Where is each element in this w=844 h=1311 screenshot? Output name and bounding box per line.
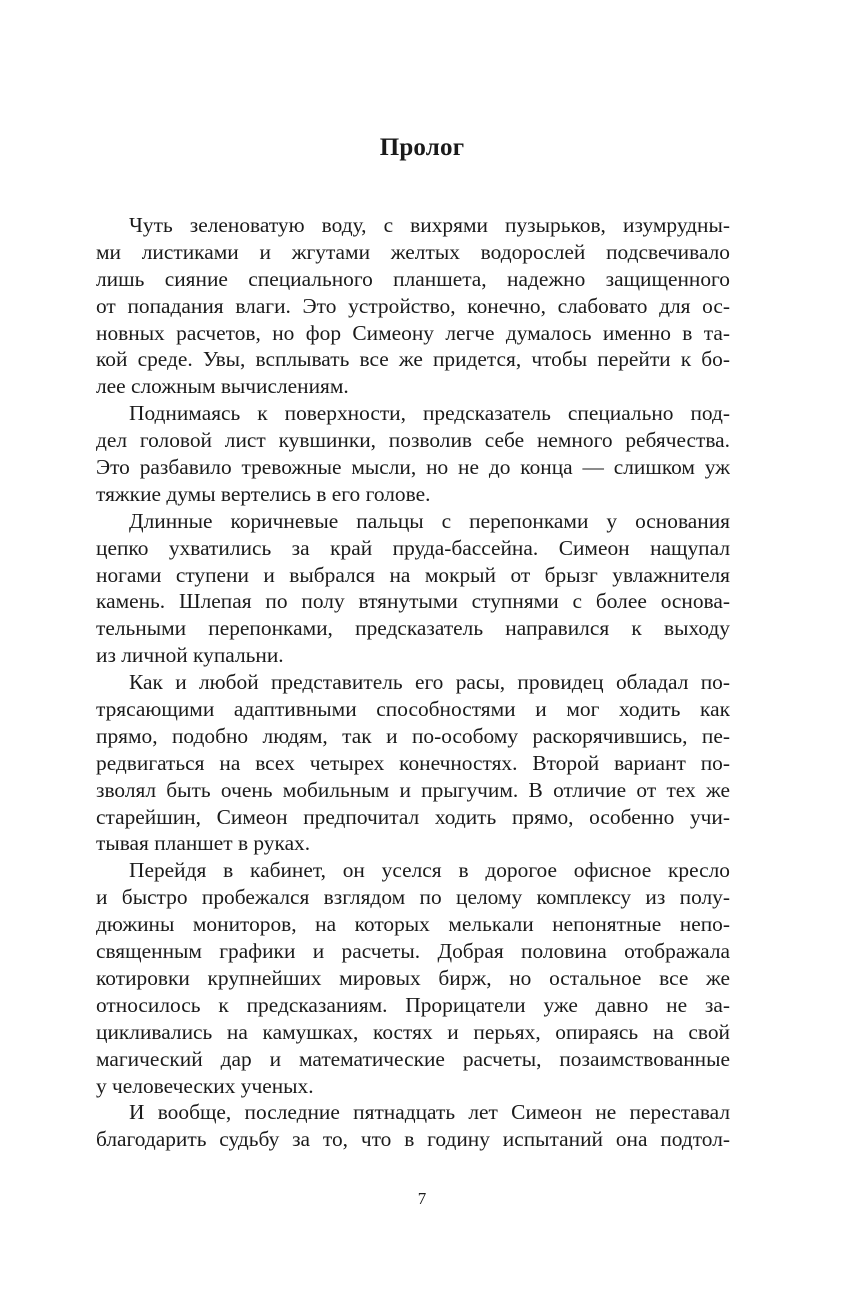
- text-line: из личной купальни.: [96, 643, 284, 668]
- text-line: цикливались на камушках, костях и перьях, опираясь на свой: [96, 1019, 730, 1044]
- text-line: камень. Шлепая по полу втянутыми ступнями с более основа-: [96, 589, 730, 614]
- text-line: ми листиками и жгутами желтых водорослей подсвечивало: [96, 239, 730, 264]
- text-line: у человеческих ученых.: [96, 1073, 314, 1098]
- text-line: котировки крупнейших мировых бирж, но остальное все же: [96, 965, 730, 990]
- text-line: благодарить судьбу за то, что в годину испытаний она подтол-: [96, 1127, 730, 1152]
- text-line: дел головой лист кувшинки, позволив себе немного ребячества.: [96, 428, 730, 453]
- text-line: Как и любой представитель его расы, провидец обладал по-: [129, 670, 730, 695]
- body-text: [96, 212, 730, 1153]
- text-line: лишь сияние специального планшета, надежно защищенного: [96, 266, 730, 291]
- page-number: 7: [417, 1189, 427, 1208]
- text-line: Поднимаясь к поверхности, предсказатель специально под-: [129, 401, 730, 426]
- paragraph: [96, 1099, 730, 1153]
- text-line: тельными перепонками, предсказатель направился к выходу: [96, 616, 730, 641]
- text-line: редвигаться на всех четырех конечностях. Второй вариант по-: [96, 750, 730, 775]
- text-line: Перейдя в кабинет, он уселся в дорогое офисное кресло: [129, 858, 730, 883]
- paragraph: [96, 212, 730, 400]
- text-line: новных расчетов, но фор Симеону легче думалось именно в та-: [96, 320, 730, 345]
- text-line: старейшин, Симеон предпочитал ходить прямо, особенно учи-: [96, 804, 730, 829]
- text-line: относилось к предсказаниям. Прорицатели уже давно не за-: [96, 992, 730, 1017]
- text-line: от попадания влаги. Это устройство, конечно, слабовато для ос-: [96, 293, 730, 318]
- paragraph: [96, 508, 730, 669]
- text-line: зволял быть очень мобильным и прыгучим. В отличие от тех же: [96, 777, 730, 802]
- text-line: Это разбавило тревожные мысли, но не до конца — слишком уж: [96, 455, 730, 480]
- text-line: ногами ступени и выбрался на мокрый от брызг увлажнителя: [96, 562, 730, 587]
- text-line: Чуть зеленоватую воду, с вихрями пузырьков, изумрудны-: [129, 213, 730, 237]
- text-line: кой среде. Увы, всплывать все же придется, чтобы перейти к бо-: [96, 347, 730, 372]
- text-line: магический дар и математические расчеты, позаимствованные: [96, 1046, 730, 1071]
- text-line: лее сложным вычислениям.: [96, 374, 349, 399]
- text-line: И вообще, последние пятнадцать лет Симеон не переставал: [129, 1100, 730, 1125]
- paragraph: [96, 857, 730, 1099]
- text-line: тывая планшет в руках.: [96, 831, 311, 856]
- text-line: дюжины мониторов, на которых мелькали непонятные непо-: [96, 912, 730, 937]
- paragraph: [96, 400, 730, 508]
- paragraph: [96, 669, 730, 857]
- text-line: цепко ухватились за край пруда-бассейна. Симеон нащупал: [96, 535, 730, 560]
- text-line: трясающими адаптивными способностями и мог ходить как: [96, 697, 730, 722]
- text-line: тяжкие думы вертелись в его голове.: [96, 481, 431, 506]
- text-line: Длинные коричневые пальцы с перепонками у основания: [129, 508, 730, 533]
- text-line: прямо, подобно людям, так и по-особому раскорячившись, пе-: [96, 723, 730, 748]
- chapter-title: Пролог: [379, 134, 465, 161]
- text-line: священным графики и расчеты. Добрая половина отображала: [96, 939, 730, 964]
- text-line: и быстро пробежался взглядом по целому комплексу из полу-: [96, 885, 730, 910]
